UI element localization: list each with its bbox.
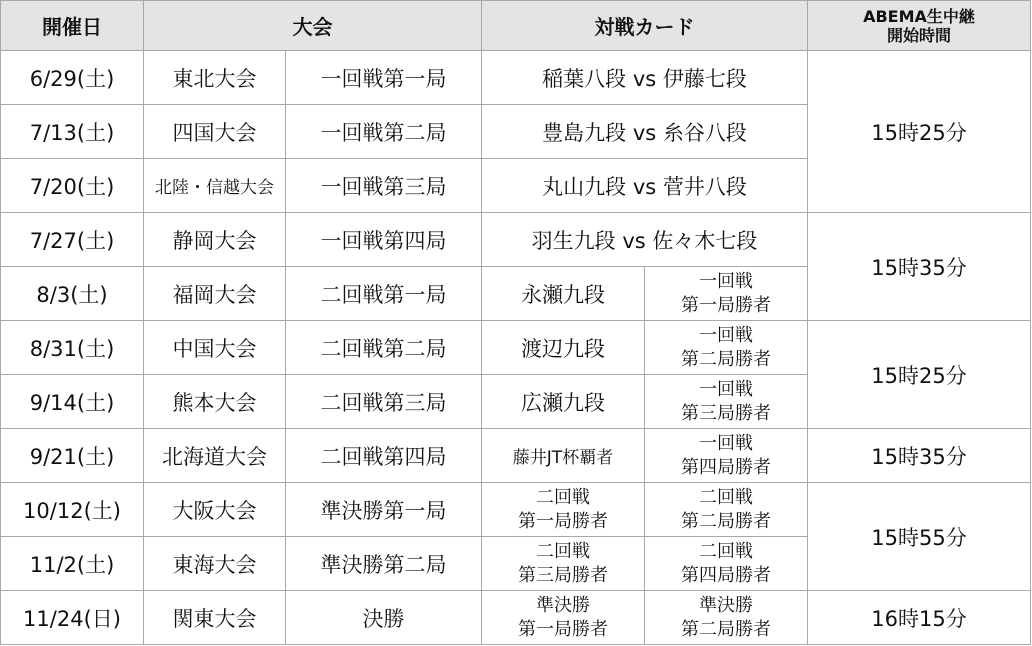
round-cell: 二回戦第二局 <box>286 321 482 375</box>
player1-line2: 第一局勝者 <box>518 510 608 532</box>
player1-cell: 藤井JT杯覇者 <box>482 429 645 483</box>
player2-line1: 一回戦 <box>699 324 753 346</box>
player2-line2: 第三局勝者 <box>681 402 771 424</box>
player1-cell <box>482 537 645 591</box>
venue-cell: 北陸・信越大会 <box>144 159 286 213</box>
player2-cell <box>645 483 808 537</box>
player1-line2: 第三局勝者 <box>518 564 608 586</box>
date-cell: 8/31(土) <box>1 321 144 375</box>
start-time-cell: 15時35分 <box>808 429 1031 483</box>
start-time-cell: 15時25分 <box>808 51 1031 213</box>
matchup-cell: 稲葉八段 vs 伊藤七段 <box>482 51 808 105</box>
date-cell: 8/3(土) <box>1 267 144 321</box>
venue-cell: 大阪大会 <box>144 483 286 537</box>
round-cell: 二回戦第一局 <box>286 267 482 321</box>
header-broadcast-start <box>808 1 1031 51</box>
venue-cell: 熊本大会 <box>144 375 286 429</box>
player2-cell <box>645 429 808 483</box>
table-row <box>1 213 1031 267</box>
round-cell: 二回戦第三局 <box>286 375 482 429</box>
player2-line2: 第一局勝者 <box>681 294 771 316</box>
date-cell: 7/13(土) <box>1 105 144 159</box>
date-cell: 9/14(土) <box>1 375 144 429</box>
date-cell: 7/20(土) <box>1 159 144 213</box>
header-tournament: 大会 <box>144 1 482 51</box>
player2-line2: 第四局勝者 <box>681 456 771 478</box>
round-cell: 準決勝第二局 <box>286 537 482 591</box>
player1-line1: 二回戦 <box>536 540 590 562</box>
date-cell: 11/24(日) <box>1 591 144 645</box>
table-row <box>1 591 1031 645</box>
table-row <box>1 51 1031 105</box>
table-row <box>1 429 1031 483</box>
date-cell: 7/27(土) <box>1 213 144 267</box>
venue-cell: 関東大会 <box>144 591 286 645</box>
header-broadcast-line2: 開始時間 <box>886 25 951 45</box>
player2-cell <box>645 591 808 645</box>
date-cell: 10/12(土) <box>1 483 144 537</box>
player2-line1: 一回戦 <box>699 432 753 454</box>
player2-cell <box>645 321 808 375</box>
round-cell: 一回戦第一局 <box>286 51 482 105</box>
round-cell: 一回戦第四局 <box>286 213 482 267</box>
header-broadcast-line1: ABEMA生中継 <box>863 6 975 26</box>
matchup-cell: 丸山九段 vs 菅井八段 <box>482 159 808 213</box>
player2-line1: 二回戦 <box>699 540 753 562</box>
player1-line1: 二回戦 <box>536 486 590 508</box>
player1-line2: 第一局勝者 <box>518 618 608 640</box>
start-time-cell: 15時55分 <box>808 483 1031 591</box>
date-cell: 6/29(土) <box>1 51 144 105</box>
start-time-cell: 16時15分 <box>808 591 1031 645</box>
table-row <box>1 483 1031 537</box>
player2-cell <box>645 267 808 321</box>
player1-cell <box>482 483 645 537</box>
date-cell: 9/21(土) <box>1 429 144 483</box>
matchup-cell: 羽生九段 vs 佐々木七段 <box>482 213 808 267</box>
player2-line1: 準決勝 <box>699 594 753 616</box>
player2-line2: 第二局勝者 <box>681 348 771 370</box>
start-time-cell: 15時25分 <box>808 321 1031 429</box>
matchup-cell: 豊島九段 vs 糸谷八段 <box>482 105 808 159</box>
venue-cell: 東海大会 <box>144 537 286 591</box>
player1-cell <box>482 591 645 645</box>
table-row <box>1 321 1031 375</box>
player1-cell: 広瀬九段 <box>482 375 645 429</box>
venue-cell: 福岡大会 <box>144 267 286 321</box>
header-row <box>1 1 1031 51</box>
player2-line1: 一回戦 <box>699 378 753 400</box>
player1-cell: 永瀬九段 <box>482 267 645 321</box>
player1-line1: 準決勝 <box>536 594 590 616</box>
round-cell: 一回戦第二局 <box>286 105 482 159</box>
venue-cell: 中国大会 <box>144 321 286 375</box>
header-matchup: 対戦カード <box>482 1 808 51</box>
player2-cell <box>645 375 808 429</box>
venue-cell: 静岡大会 <box>144 213 286 267</box>
player1-cell: 渡辺九段 <box>482 321 645 375</box>
header-date: 開催日 <box>1 1 144 51</box>
start-time-cell: 15時35分 <box>808 213 1031 321</box>
player2-line2: 第二局勝者 <box>681 510 771 532</box>
venue-cell: 四国大会 <box>144 105 286 159</box>
player2-line2: 第四局勝者 <box>681 564 771 586</box>
player2-cell <box>645 537 808 591</box>
date-cell: 11/2(土) <box>1 537 144 591</box>
player2-line2: 第二局勝者 <box>681 618 771 640</box>
round-cell: 一回戦第三局 <box>286 159 482 213</box>
round-cell: 決勝 <box>286 591 482 645</box>
round-cell: 準決勝第一局 <box>286 483 482 537</box>
round-cell: 二回戦第四局 <box>286 429 482 483</box>
player2-line1: 一回戦 <box>699 270 753 292</box>
venue-cell: 北海道大会 <box>144 429 286 483</box>
player2-line1: 二回戦 <box>699 486 753 508</box>
venue-cell: 東北大会 <box>144 51 286 105</box>
